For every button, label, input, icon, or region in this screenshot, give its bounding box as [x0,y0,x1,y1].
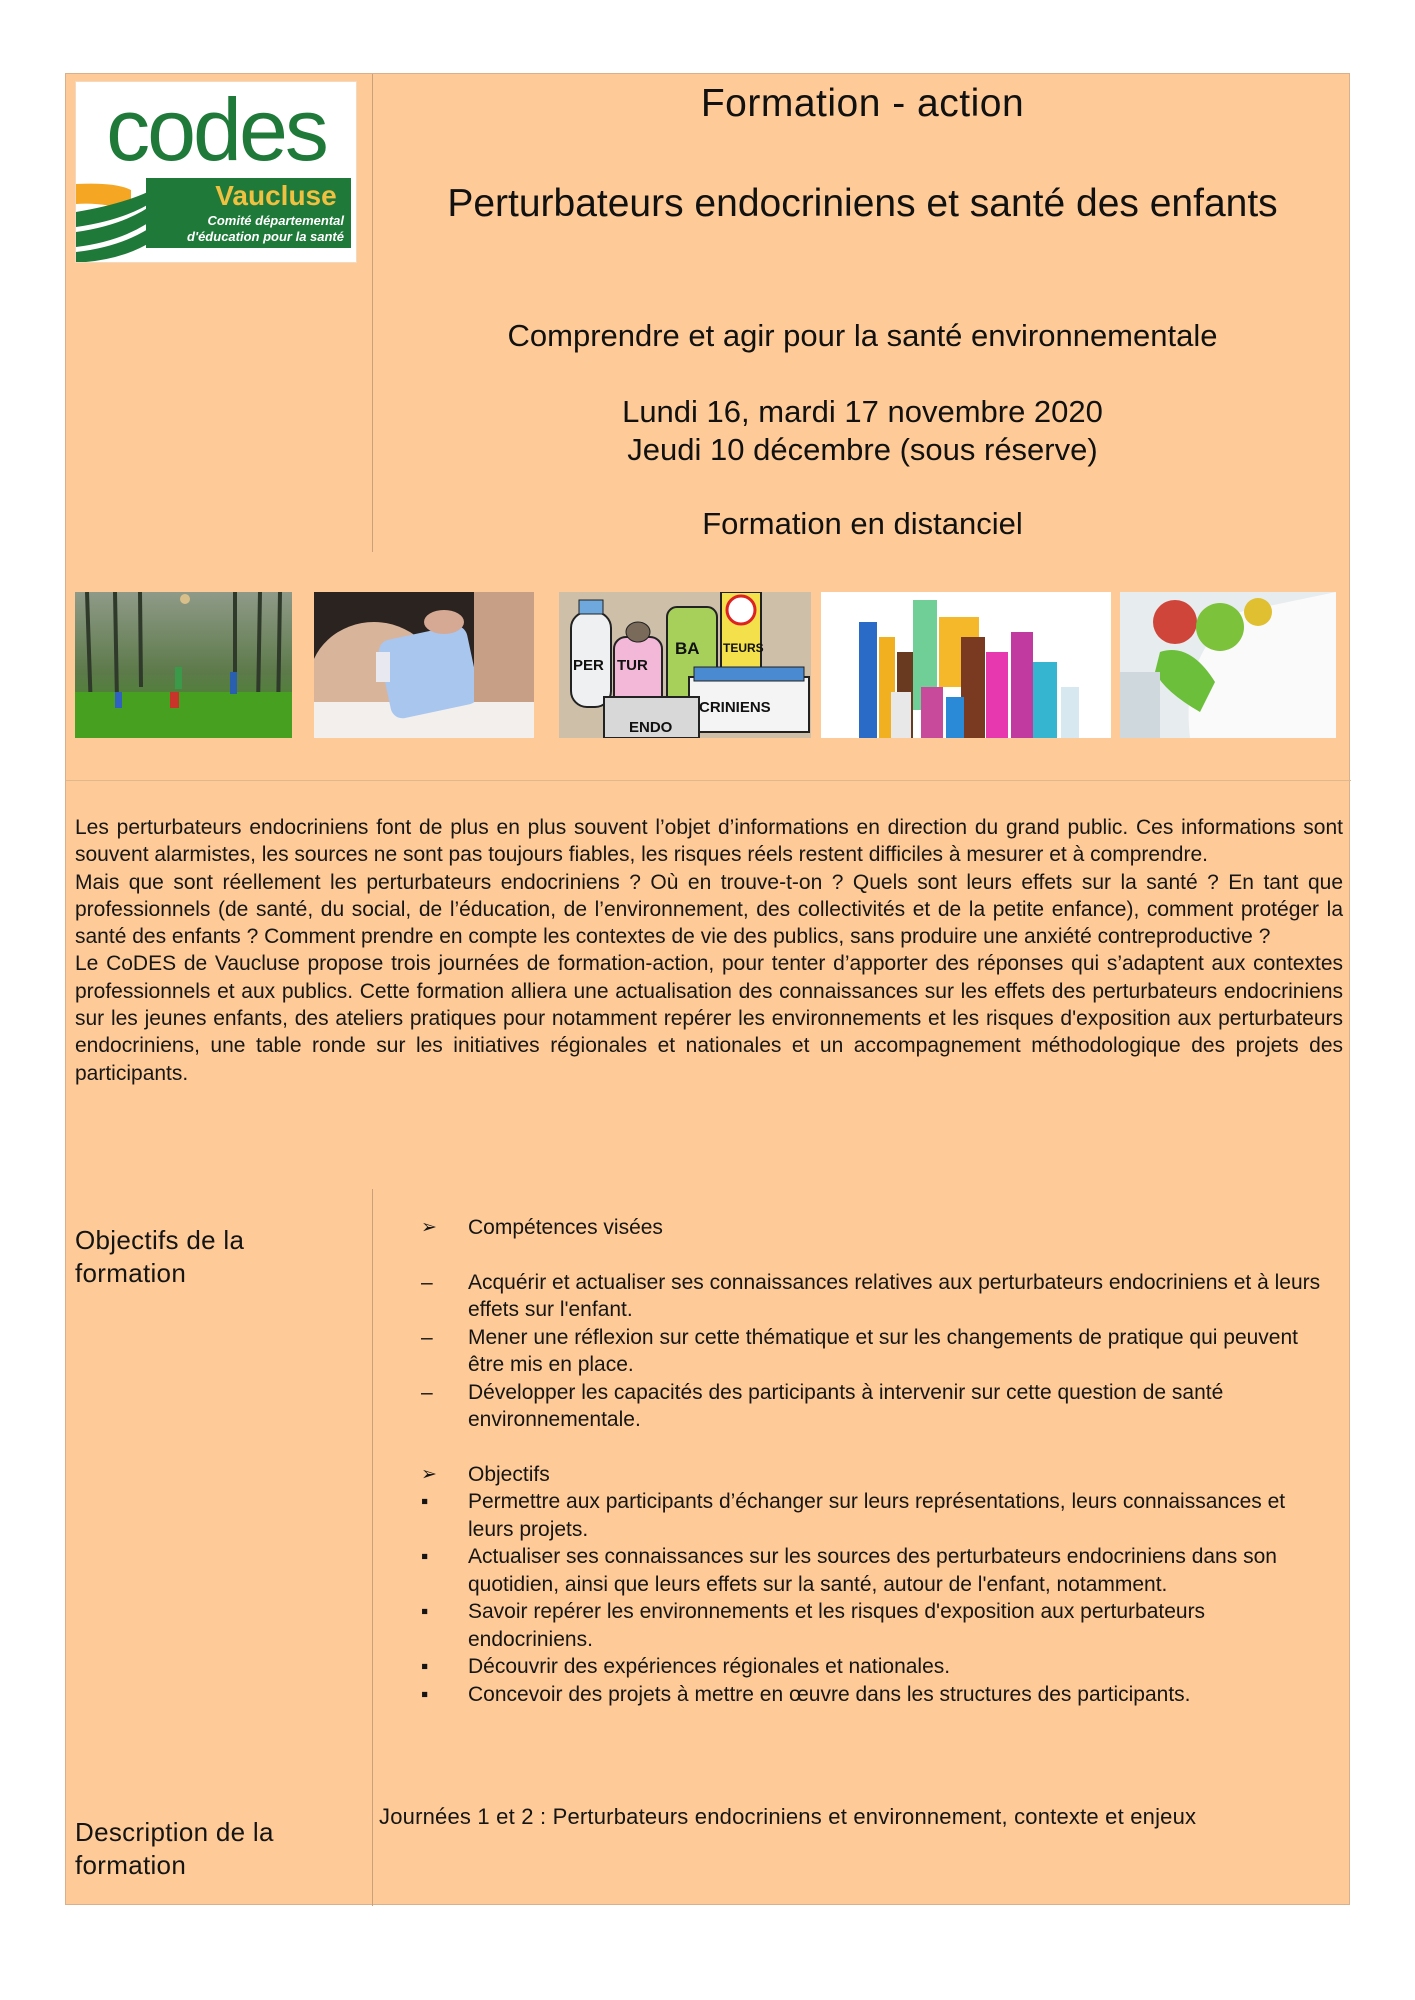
document-title: Perturbateurs endocriniens et santé des enfants [447,182,1278,225]
intro-text [75,814,1343,1087]
illustration-label-endo: ENDO [629,719,673,736]
description-text: Journées 1 et 2 : Perturbateurs endocriniens et environnement, contexte et enjeux [379,1804,1197,1829]
arrow-bullet-icon: ➢ [421,1217,437,1238]
logo-region-text: Vaucluse [215,180,337,211]
illustration-perturbateurs [559,592,811,738]
square-bullet-icon: ▪ [421,1655,429,1678]
list-item: – Acquérir et actualiser ses connaissances relatives aux perturbateurs endocriniens et à leurs effets sur l'enfant. [421,1270,1321,1321]
illustration-label-tur: TUR [617,657,648,674]
list-item: ▪ Savoir repérer les environnements et les risques d'exposition aux perturbateurs endocriniens. [421,1600,1206,1651]
dates-line-2: Jeudi 10 décembre (sous réserve) [627,432,1098,467]
training-mode: Formation en distanciel [702,506,1023,541]
column-divider-top [372,74,373,552]
objectives-label: Objectifs de la formation [75,1225,245,1288]
illustration-label-teurs: TEURS [723,641,764,655]
codes-vaucluse-logo [75,81,357,263]
section-title-competences: Compétences visées [468,1216,663,1239]
intro-paragraph-1: Les perturbateurs endocriniens font de plus en plus souvent l’objet d’informations en direction du grand public. Ces informations sont souvent alarmistes, les sources ne sont pas toujours fiables, les risques réels restent difficiles à mesurer et à comprendre. [75,816,1343,867]
intro-paragraph-2: Mais que sont réellement les perturbateurs endocriniens ? Où en trouve-t-on ? Quels sont leurs effets sur la santé ? En tant que professionnels (de santé, du social, de l’éducation, de l’environnement, des collectivités et de la petite enfance), comment protéger la santé des enfants ? Comment prendre en compte les contextes de vie des publics, sans produire une anxiété contreproductive ? [75,870,1343,949]
row-divider [66,780,1351,781]
section-objectifs [421,1461,1321,1489]
photo-children-forest [75,592,292,738]
logo-tagline-2: d'éducation pour la santé [187,229,344,244]
logo-tagline-1: Comité départemental [207,213,344,228]
intro-paragraph-3: Le CoDES de Vaucluse propose trois journées de formation-action, pour tenter d’apporter des réponses qui s’adaptent aux contextes professionnels et aux publics. Cette formation alliera une actualisation des connaissances sur les effets des perturbateurs endocriniens sur les jeunes enfants, des ateliers pratiques pour notamment repérer les environnements et les risques d'exposition aux perturbateurs endocriniens, une table ronde sur les initiatives régionales et nationales et un accompagnement méthodologique des projets des participants. [75,952,1343,1085]
illustration-label-per: PER [573,657,604,674]
section-competences [421,1214,1321,1242]
section-title-objectifs: Objectifs [468,1462,550,1486]
list-item: ▪ Actualiser ses connaissances sur les sources des perturbateurs endocriniens dans son quotidien, ainsi que leurs effets sur la santé, autour de l'enfant, notamment. [421,1545,1277,1596]
document-table [65,73,1350,1905]
column-divider-bottom [372,1189,373,1906]
dash-bullet-icon: – [421,1325,433,1349]
arrow-bullet-icon: ➢ [421,1463,437,1485]
description-label: Description de la formation [75,1817,274,1880]
objectives-content [421,1214,1321,1708]
illustration-label-ba: BA [675,639,700,658]
dates-line-1: Lundi 16, mardi 17 novembre 2020 [622,394,1103,429]
photo-strip [66,592,1351,742]
dash-bullet-icon: – [421,1380,433,1404]
list-item: – Mener une réflexion sur cette thématique et sur les changements de pratique qui peuvent être mis en place. [421,1325,1299,1376]
list-item: ▪ Permettre aux participants d’échanger sur leurs représentations, leurs connaissances et leurs projets. [421,1490,1286,1541]
list-item: ▪ Concevoir des projets à mettre en œuvre dans les structures des participants. [421,1681,1321,1709]
document-kicker: Formation - action [700,82,1025,125]
square-bullet-icon: ▪ [421,1682,429,1706]
square-bullet-icon: ▪ [421,1490,429,1513]
dash-bullet-icon: – [421,1270,433,1294]
logo-brand-text: codes [106,82,326,179]
document-subtitle: Comprendre et agir pour la santé environnementale [507,318,1218,353]
photo-baby-bottle [314,592,534,738]
photo-plastic-bottles [821,592,1111,738]
illustration-label-criniens: CRINIENS [699,699,771,716]
logo-graphic [76,82,356,262]
photo-pregnant-fruit [1120,592,1336,738]
square-bullet-icon: ▪ [421,1545,429,1568]
list-item: ▪ Découvrir des expériences régionales et nationales. [421,1653,1321,1681]
list-item: – Développer les capacités des participants à intervenir sur cette question de santé environnementale. [421,1380,1224,1431]
square-bullet-icon: ▪ [421,1600,429,1623]
